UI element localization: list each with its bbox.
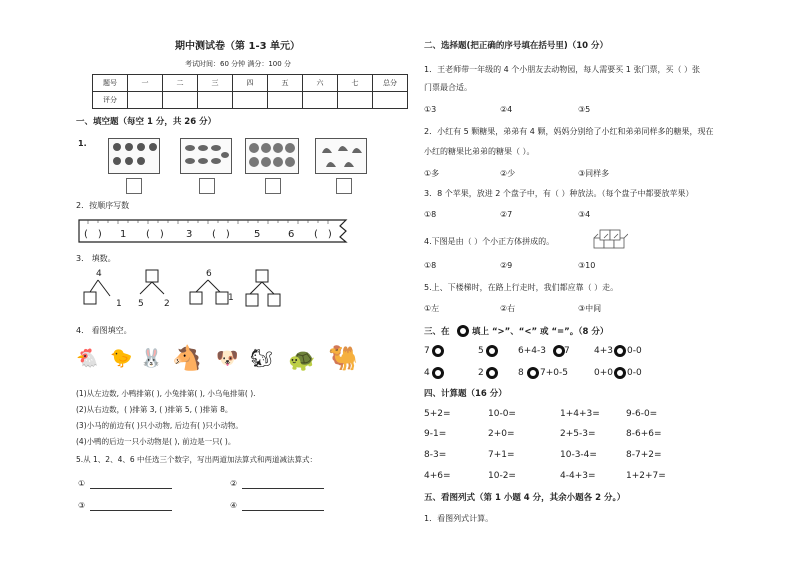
flower-picture <box>108 138 160 174</box>
compare-term: 4+3 <box>594 346 613 356</box>
score-input[interactable] <box>128 92 163 109</box>
choice-option[interactable]: ②9 <box>500 261 513 270</box>
calc-item: 10-3-4= <box>560 450 597 460</box>
score-cell: 评分 <box>93 92 128 109</box>
fill-line: (1)从左边数, 小鸭排第( ), 小兔排第( ), 小乌龟排第( ). <box>76 389 256 398</box>
score-table <box>92 74 408 109</box>
choice-question-text: 1．王老师带一年级的 4 个小朋友去动物园，每人需要买 1 张门票，买（ ）张 <box>424 65 700 74</box>
answer-box[interactable] <box>126 178 142 194</box>
choice-option[interactable]: ①多 <box>424 169 440 178</box>
ruler-blank[interactable]: ( ) <box>314 229 332 240</box>
choice-question-text: 门票最合适。 <box>424 83 472 92</box>
compare-circle[interactable] <box>614 345 626 357</box>
calc-item: 7+1= <box>488 450 515 460</box>
choice-question-text: 4.下图是由（ ）个小正方体拼成的。 <box>424 237 555 246</box>
choice-option[interactable]: ③同样多 <box>578 169 610 178</box>
duck-icon: 🐤 <box>110 348 133 369</box>
compare-circle[interactable] <box>432 367 444 379</box>
choice-question-text: 2．小红有 5 颗糖果，弟弟有 4 颗，妈妈分别给了小红和弟弟同样多的糖果，现在 <box>424 127 714 136</box>
score-cell: 一 <box>128 75 163 92</box>
score-cell: 五 <box>268 75 303 92</box>
answer-number: ③ <box>78 501 86 510</box>
ruler-number: 6 <box>288 229 295 240</box>
compare-term: 6+4-3 <box>518 346 546 356</box>
compare-term: 7 <box>564 346 570 356</box>
calc-item: 8-6+6= <box>626 429 662 439</box>
section-3-heading-start: 三、在 <box>424 327 450 337</box>
calc-item: 2+5-3= <box>560 429 596 439</box>
fill-line: (2)从右边数，( )排第 3, ( )排第 5, ( )排第 8。 <box>76 405 233 414</box>
answer-line[interactable] <box>90 510 172 511</box>
answer-box[interactable] <box>265 178 281 194</box>
ruler-number: 3 <box>186 229 193 240</box>
score-input[interactable] <box>338 92 373 109</box>
fill-line: (3)小马的前边有( )只小动物, 后边有( )只小动物。 <box>76 421 243 430</box>
compare-term: 5 <box>478 346 484 356</box>
section-5-question-1: 1．看图列式计算。 <box>424 514 494 523</box>
fill-line: (4)小鸭的后边一只小动物是( ), 前边是一只( )。 <box>76 437 236 446</box>
score-table-score-row <box>93 92 408 109</box>
calc-item: 4-4+3= <box>560 471 596 481</box>
section-4-heading: 四、计算题（16 分） <box>424 389 507 399</box>
calc-item: 8-7+2= <box>626 450 662 460</box>
score-table-header-row <box>93 75 408 92</box>
calc-item: 4+6= <box>424 471 451 481</box>
answer-number: ④ <box>230 501 238 510</box>
score-cell: 二 <box>163 75 198 92</box>
pumpkin-icon <box>246 139 298 173</box>
dog-icon: 🐶 <box>216 348 239 369</box>
question-1-label: 1. <box>78 139 87 148</box>
choice-option[interactable]: ③4 <box>578 210 591 219</box>
question-5-label: 5.从 1、2、4、6 中任选三个数字，写出两道加法算式和两道减法算式： <box>76 455 318 464</box>
section-5-heading: 五、看图列式（第 1 小题 4 分，其余小题各 2 分。） <box>424 493 626 503</box>
answer-box[interactable] <box>336 178 352 194</box>
choice-option[interactable]: ①左 <box>424 304 440 313</box>
calc-item: 10-2= <box>488 471 516 481</box>
choice-option[interactable]: ③10 <box>578 261 596 270</box>
rabbit-icon: 🐰 <box>140 348 163 369</box>
circle-icon <box>457 325 469 337</box>
compare-term: 7 <box>424 346 430 356</box>
score-cell: 题号 <box>93 75 128 92</box>
compare-term: 8 <box>518 368 524 378</box>
exam-info: 考试时间：60 分钟 满分：100 分 <box>185 60 291 68</box>
tree-number: 6 <box>206 269 212 279</box>
calc-item: 1+2+7= <box>626 471 666 481</box>
answer-box[interactable] <box>199 178 215 194</box>
squirrel-icon: 🐿 <box>250 348 273 369</box>
calc-item: 1+4+3= <box>560 409 600 419</box>
page-title: 期中测试卷（第 1-3 单元） <box>175 41 301 52</box>
score-input[interactable] <box>198 92 233 109</box>
score-input[interactable] <box>268 92 303 109</box>
compare-term: 4 <box>424 368 430 378</box>
score-input[interactable] <box>163 92 198 109</box>
choice-option[interactable]: ①8 <box>424 261 437 270</box>
bird-picture <box>180 138 232 174</box>
question-3-label: 3． 填数。 <box>76 254 116 263</box>
chicken-icon: 🐔 <box>76 348 99 369</box>
tree-number: 5 <box>138 299 144 309</box>
question-4-label: 4． 看图填空。 <box>76 326 132 335</box>
ruler-number: 1 <box>120 229 127 240</box>
score-input[interactable] <box>373 92 408 109</box>
score-input[interactable] <box>303 92 338 109</box>
calc-item: 2+0= <box>488 429 515 439</box>
compare-term: 0-0 <box>627 346 642 356</box>
calc-item: 9-6-0= <box>626 409 658 419</box>
compare-term: 0+0 <box>594 368 613 378</box>
number-split-trees <box>76 266 376 318</box>
answer-number: ② <box>230 479 238 488</box>
choice-option[interactable]: ②4 <box>500 105 513 114</box>
compare-term: 7+0-5 <box>540 368 568 378</box>
horse-icon: 🐴 <box>172 344 202 372</box>
choice-option[interactable]: ①8 <box>424 210 437 219</box>
choice-option[interactable]: ②右 <box>500 304 516 313</box>
ruler-blank[interactable]: ( ) <box>84 229 102 240</box>
compare-circle[interactable] <box>486 367 498 379</box>
tree-number: 1 <box>228 293 234 303</box>
section-2-heading: 二、选择题(把正确的序号填在括号里)（10 分） <box>424 41 609 51</box>
compare-circle[interactable] <box>432 345 444 357</box>
choice-option[interactable]: ②少 <box>500 169 516 178</box>
score-cell: 四 <box>233 75 268 92</box>
ruler-blank[interactable]: ( ) <box>146 229 164 240</box>
flower-icon <box>109 139 159 173</box>
tree-number: 1 <box>116 299 122 309</box>
calc-item: 8-3= <box>424 450 447 460</box>
choice-question-text: 小红的糖果比弟弟的糖果（ ）。 <box>424 147 535 156</box>
compare-circle[interactable] <box>614 367 626 379</box>
choice-option[interactable]: ②7 <box>500 210 513 219</box>
score-cell: 七 <box>338 75 373 92</box>
squirrel-picture <box>315 138 367 174</box>
answer-line[interactable] <box>242 488 324 489</box>
compare-circle[interactable] <box>486 345 498 357</box>
score-cell: 三 <box>198 75 233 92</box>
compare-circle[interactable] <box>527 367 539 379</box>
choice-question-text: 5.上、下楼梯时，在路上行走时，我们都应靠（ ）走。 <box>424 283 619 292</box>
section-1-heading: 一、填空题（每空 1 分，共 26 分） <box>76 117 217 127</box>
animal-row <box>76 342 376 378</box>
cube-stack-icon <box>592 226 628 252</box>
choice-question-text: 3．8 个苹果，放进 2 个盘子中，有（ ）种放法。（每个盘子中都要放苹果） <box>424 189 694 198</box>
pumpkin-picture <box>245 138 299 174</box>
bird-icon <box>181 139 231 173</box>
turtle-icon: 🐢 <box>288 348 316 373</box>
squirrel-icon <box>316 139 366 173</box>
calc-item: 10-0= <box>488 409 516 419</box>
answer-line[interactable] <box>242 510 324 511</box>
question-2-label: 2．按顺序写数 <box>76 201 130 210</box>
score-cell: 总分 <box>373 75 408 92</box>
compare-term: 2 <box>478 368 484 378</box>
score-input[interactable] <box>233 92 268 109</box>
answer-number: ① <box>78 479 86 488</box>
calc-item: 5+2= <box>424 409 451 419</box>
camel-icon: 🐫 <box>328 344 358 372</box>
choice-option[interactable]: ③中间 <box>578 304 602 313</box>
tree-number: 4 <box>96 269 102 279</box>
tree-number: 2 <box>164 299 170 309</box>
calc-item: 9-1= <box>424 429 447 439</box>
ruler-blank[interactable]: ( ) <box>212 229 230 240</box>
section-3-heading-end: 填上 “>”、“<” 或 “=”。（8 分） <box>472 327 609 337</box>
ruler-number: 5 <box>254 229 261 240</box>
choice-option[interactable]: ①3 <box>424 105 437 114</box>
compare-term: 0-0 <box>627 368 642 378</box>
score-cell: 六 <box>303 75 338 92</box>
answer-line[interactable] <box>90 488 172 489</box>
choice-option[interactable]: ③5 <box>578 105 591 114</box>
